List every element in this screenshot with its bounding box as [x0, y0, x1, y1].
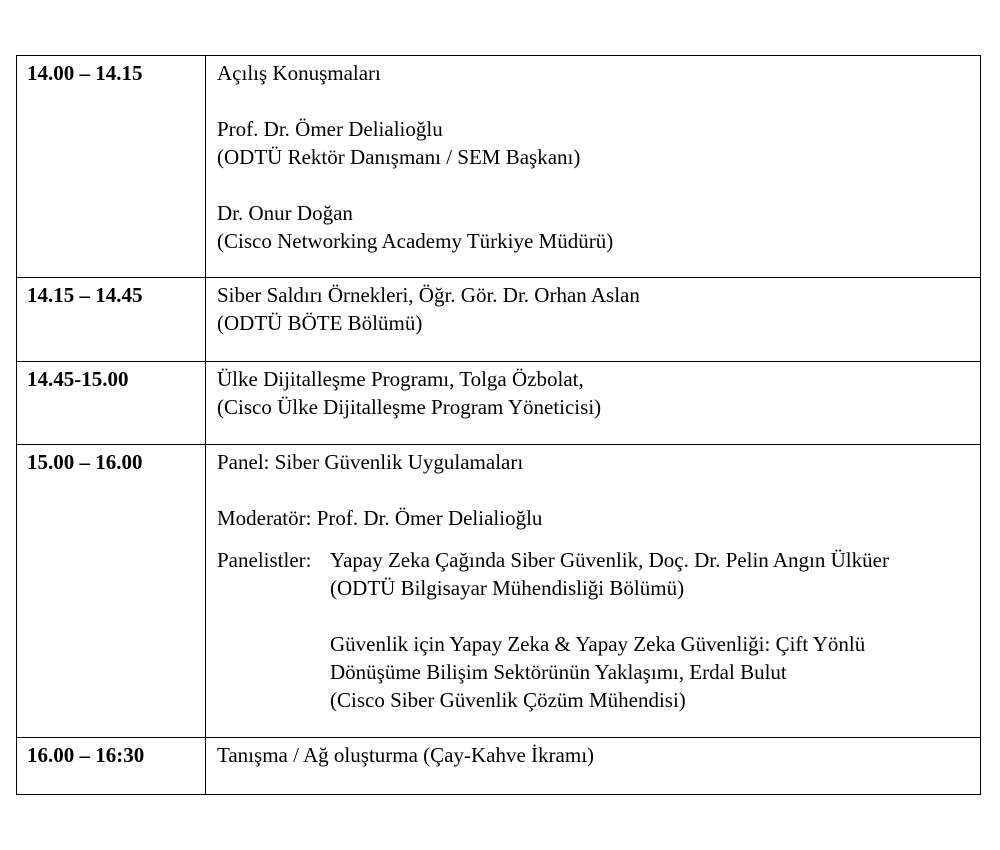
talk-line: (Cisco Siber Güvenlik Çözüm Mühendisi) — [330, 688, 686, 712]
session-line: Tanışma / Ağ oluşturma (Çay-Kahve İkramı) — [217, 743, 595, 767]
panelists-block — [217, 546, 980, 602]
session-cell — [206, 56, 981, 278]
table-row — [17, 278, 981, 362]
table-row — [17, 445, 981, 738]
panel-moderator: Moderatör: Prof. Dr. Ömer Delialioğlu — [217, 506, 543, 530]
talk-line: Güvenlik için Yapay Zeka & Yapay Zeka Güvenliği: Çift Yönlü — [330, 632, 866, 656]
talk-line: Dönüşüme Bilişim Sektörünün Yaklaşımı, Erdal Bulut — [330, 660, 787, 684]
speaker-name: Dr. Onur Doğan — [217, 201, 353, 225]
speaker-role: (Cisco Networking Academy Türkiye Müdürü) — [217, 229, 614, 253]
table-row — [17, 56, 981, 278]
time-cell: 16.00 – 16:30 — [17, 738, 206, 795]
session-cell — [206, 738, 981, 795]
session-title: Açılış Konuşmaları — [217, 61, 381, 85]
table-row — [17, 362, 981, 445]
session-cell — [206, 362, 981, 445]
table-row — [17, 738, 981, 795]
time-cell: 15.00 – 16.00 — [17, 445, 206, 738]
panelists-label: Panelistler: — [217, 548, 312, 572]
session-line: (ODTÜ BÖTE Bölümü) — [217, 311, 423, 335]
speaker-role: (ODTÜ Rektör Danışmanı / SEM Başkanı) — [217, 145, 581, 169]
schedule-table — [16, 55, 981, 795]
talk-line: Yapay Zeka Çağında Siber Güvenlik, Doç. Dr. Pelin Angın Ülküer — [330, 548, 889, 572]
time-cell: 14.15 – 14.45 — [17, 278, 206, 362]
time-cell: 14.45-15.00 — [17, 362, 206, 445]
session-line: Siber Saldırı Örnekleri, Öğr. Gör. Dr. Orhan Aslan — [217, 283, 640, 307]
panel-title: Panel: Siber Güvenlik Uygulamaları — [217, 450, 524, 474]
session-line: (Cisco Ülke Dijitalleşme Program Yöneticisi) — [217, 395, 602, 419]
speaker-name: Prof. Dr. Ömer Delialioğlu — [217, 117, 443, 141]
time-cell: 14.00 – 14.15 — [17, 56, 206, 278]
session-cell — [206, 278, 981, 362]
session-cell — [206, 445, 981, 738]
talk-line: (ODTÜ Bilgisayar Mühendisliği Bölümü) — [330, 576, 685, 600]
session-line: Ülke Dijitalleşme Programı, Tolga Özbolat, — [217, 367, 584, 391]
